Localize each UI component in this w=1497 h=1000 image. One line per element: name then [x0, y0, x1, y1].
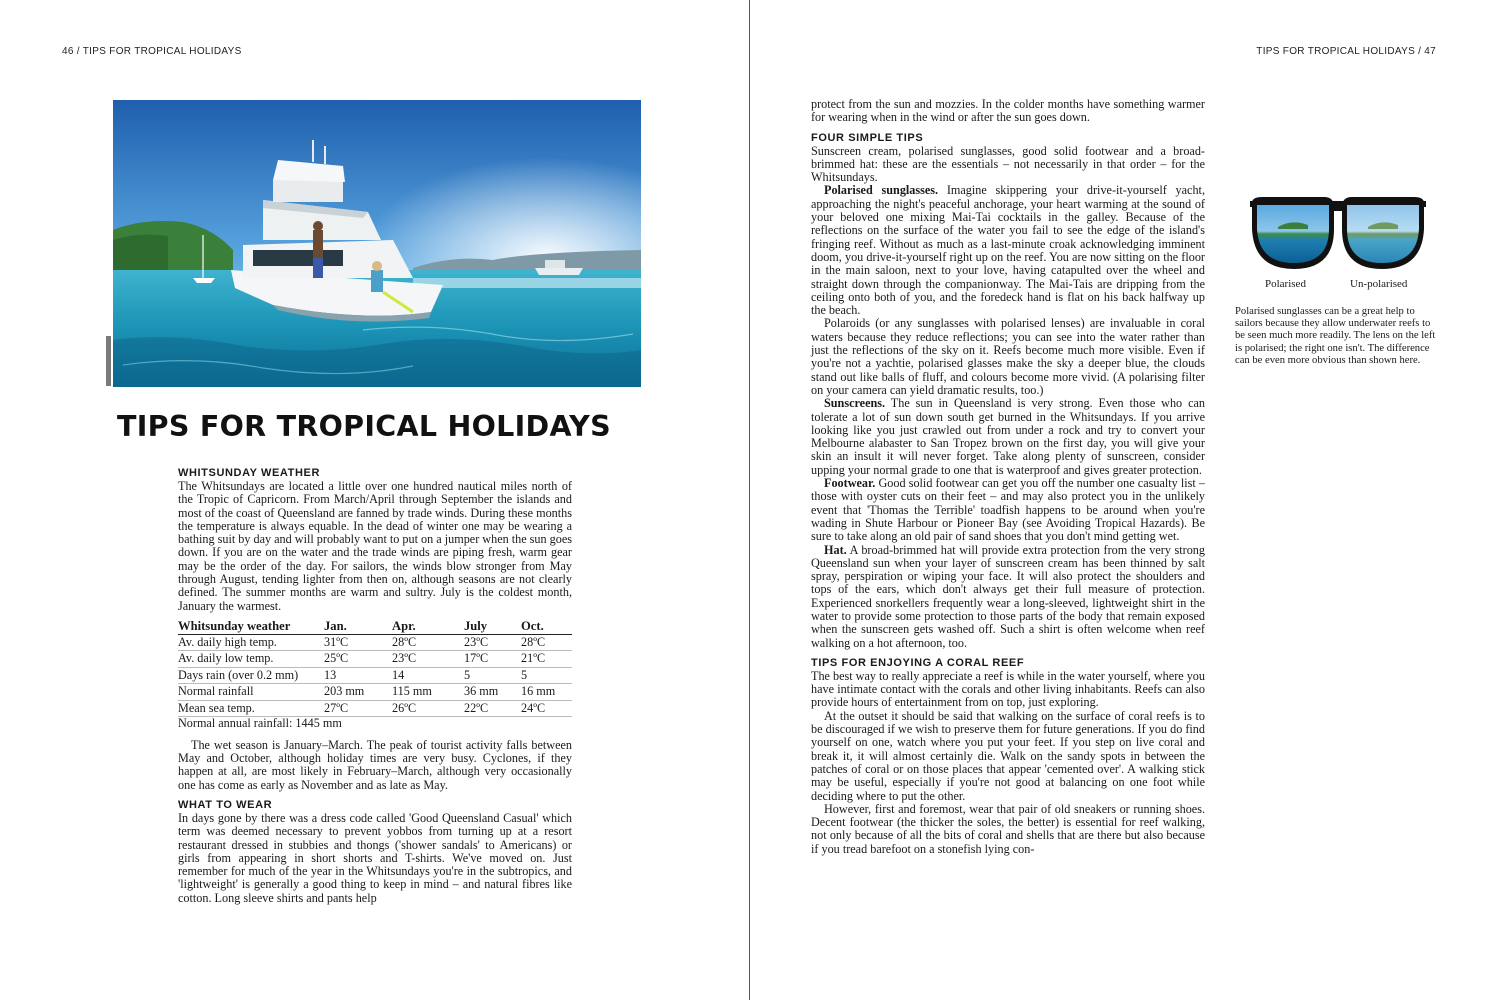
wet-season-paragraph: The wet season is January–March. The peak of tourist activity falls between May and October, although holiday times are very busy. Cyclones, if they happen at all, are most likely in February–March, although very occasionally one has come as early as November and as late as May. — [178, 737, 572, 792]
table-row — [178, 684, 572, 701]
footwear-lead: Footwear. — [824, 476, 876, 491]
page-spine — [749, 0, 750, 1000]
heading-whitsunday-weather: WHITSUNDAY WEATHER — [178, 467, 320, 479]
tips-intro: Sunscreen cream, polarised sunglasses, good solid footwear and a broad-brimmed hat: these are the essentials – not necessarily in that order – for the Whitsundays. — [811, 143, 1205, 185]
table-cell: 5 — [521, 667, 572, 684]
heading-what-to-wear: WHAT TO WEAR — [178, 798, 273, 811]
table-cell: 203 mm — [324, 684, 392, 701]
table-cell: 17ºC — [464, 651, 521, 668]
label-unpolarised: Un-polarised — [1350, 278, 1408, 290]
sunscreens-lead: Sunscreens. — [824, 396, 886, 411]
table-cell: 31ºC — [324, 634, 392, 651]
table-cell: Mean sea temp. — [178, 700, 324, 717]
annual-rainfall: Normal annual rainfall: 1445 mm — [178, 716, 342, 731]
table-cell: Days rain (over 0.2 mm) — [178, 667, 324, 684]
sunglasses-caption: Polarised sunglasses can be a great help to sailors because they allow underwater reefs to be seen much more readily. The lens on the left is polarised; the right one isn't. The difference can be even more obvious than shown here. — [1235, 306, 1436, 366]
table-cell: Av. daily high temp. — [178, 634, 324, 651]
table-cell: 13 — [324, 667, 392, 684]
sunglasses-text: Imagine skippering your drive-it-yourself yacht, approaching the night's peaceful anchorage, your heart warming at the sound of your beloved one mixing Mai-Tai cocktails in the galley. Because of the reflections on the surface of the water you fail to see the edge of the island's fringing reef. Without as much as a last-minute croak acknowledging imminent doom, you drive-it-yourself right up on the reef. You are now sitting on the floor in the main saloon, next to your love, having catapulted over the wheel and straight down through the companionway. The Mai-Tais are dripping from the ceiling onto both of you, and the foredeck hand is flat on his back halfway up the beach. — [811, 183, 1205, 318]
table-cell: 22ºC — [464, 700, 521, 717]
table-header-cell: July — [464, 618, 521, 635]
hat-lead: Hat. — [824, 542, 847, 557]
table-header-cell: Jan. — [324, 618, 392, 635]
table-cell: 27ºC — [324, 700, 392, 717]
running-head-left: 46 / TIPS FOR TROPICAL HOLIDAYS — [62, 46, 242, 57]
table-header-cell: Whitsunday weather — [178, 618, 324, 635]
coral-paragraph-1: The best way to really appreciate a reef is while in the water yourself, where you have intimate contact with the corals and other living inhabitants. Reefs can also provide hours of entertainment from on top, just exploring. — [811, 668, 1205, 710]
heading-four-simple-tips: FOUR SIMPLE TIPS — [811, 131, 924, 144]
table-header-cell: Apr. — [392, 618, 464, 635]
weather-paragraph: The Whitsundays are located a little over one hundred nautical miles north of the Tropic of Capricorn. From March/April through September the islands and most of the coast of Queensland are fanned by trade winds. During these months the temperature is always equable. In the dead of winter one may be wearing a bathing suit by day and will probably want to put on a jumper when the sun goes down. If you are on the water and the trade winds are piping fresh, warm gear may be the order of the day. For sailors, the winds blow stronger from May through August, tending lighter from then on, although seasons are not clearly defined. The summer months are warm and sultry. July is the coldest month, January the warmest. — [178, 479, 572, 613]
table-cell: 36 mm — [464, 684, 521, 701]
running-head-right: TIPS FOR TROPICAL HOLIDAYS / 47 — [1256, 46, 1436, 57]
hat-text: A broad-brimmed hat will provide extra protection from the very strong Queensland sun when your layer of sunscreen cream has been thinned by salt spray, perspiration or wiping your face. It will also protect the shoulders and tops of the ears, which don't always get their full measure of protection. Experienced snorkellers frequently wear a long-sleeved, lightweight shirt in the water to provide some protection to those parts of the body that remain exposed when the sunscreen gets washed off. Such a shirt is often welcome when reef walking on a hot afternoon, too. — [811, 542, 1205, 650]
coral-paragraph-3: However, first and foremost, wear that pair of old sneakers or running shoes. Decent footwear (the thicker the soles, the better) is essential for reef walking, not only because of all the bits of coral and shells that are there but also because if you tread barefoot on a stonefish lying con- — [811, 801, 1205, 856]
continued-paragraph: protect from the sun and mozzies. In the colder months have something warmer for wearing when in the wind or after the sun goes down. — [811, 97, 1205, 125]
table-row — [178, 651, 572, 668]
table-cell: 26ºC — [392, 700, 464, 717]
table-row — [178, 634, 572, 651]
sunscreens-paragraph — [811, 397, 1205, 477]
page-edge-mark — [106, 336, 111, 386]
what-to-wear-paragraph: In days gone by there was a dress code called 'Good Queensland Casual' which term was deemed necessary to prevent yobbos from turning up at a resort restaurant dressed in stubbies and thongs ('shower sandals' to Americans) or girls from appearing in short shorts and T-shirts. We've moved on. Just remember for much of the year in the Whitsundays you're in the subtropics, and 'lightweight' is generally a good thing to keep in mind – and natural fibres like cotton. Long sleeve shirts and pants help — [178, 810, 572, 905]
yacht-photo — [113, 100, 641, 387]
footwear-paragraph — [811, 477, 1205, 543]
hat-paragraph — [811, 544, 1205, 650]
table-row — [178, 667, 572, 684]
table-cell: 23ºC — [392, 651, 464, 668]
table-header-cell: Oct. — [521, 618, 572, 635]
table-cell: 21ºC — [521, 651, 572, 668]
table-cell: 5 — [464, 667, 521, 684]
table-cell: 28ºC — [392, 634, 464, 651]
table-cell: 25ºC — [324, 651, 392, 668]
polaroids-paragraph: Polaroids (or any sunglasses with polarised lenses) are invaluable in coral waters because they reduce reflections; you can see into the water rather than just the reflections of the sky on it. Reefs become much more visible. Even if you're not a yachtie, polarised glasses make the sky a deeper blue, the clouds stand out like balls of fluff, and colours become more vivid. (A polarising filter on your camera can yield dramatic results, too.) — [811, 316, 1205, 397]
table-cell: 28ºC — [521, 634, 572, 651]
table-cell: 14 — [392, 667, 464, 684]
table-cell: Normal rainfall — [178, 684, 324, 701]
coral-paragraph-2: At the outset it should be said that walking on the surface of coral reefs is to be discouraged if we wish to preserve them for future generations. If you do find yourself on one, watch where you put your feet. If you step on live coral and break it, it will almost certainly die. Walk on the sandy spots in between the patches of coral or on those places that appear 'cemented over'. A walking stick may be useful, especially if you're not good at balancing on one foot while deciding where to put the other. — [811, 708, 1205, 803]
sunscreens-text: The sun in Queensland is very strong. Even those who can tolerate a lot of sun down south get burned in the Whitsundays. If you arrive looking like you just crawled out from under a rock and try to convert your Melbourne alabaster to San Tropez brown on the first day, you will give your skin an insult it will never forget. Take along plenty of sunscreen, consider upping your normal grade to one that is waterproof and gives greater protection. — [811, 396, 1205, 477]
weather-table-header — [178, 618, 572, 635]
sunglasses-paragraph — [811, 184, 1205, 317]
chapter-title: TIPS FOR TROPICAL HOLIDAYS — [117, 410, 611, 443]
left-column — [178, 467, 572, 905]
footwear-text: Good solid footwear can get you off the number one casualty list – those with oyster cuts on their feet – and may also protect you in the unlikely event that 'Thomas the Terrible' toadfish happens to be around when you're wading in Shute Harbour or Pioneer Bay (see Avoiding Tropical Hazards). Be sure to take along an old pair of sand shoes that you don't mind getting wet. — [811, 476, 1205, 544]
right-column — [811, 98, 1205, 856]
heading-coral-reef: TIPS FOR ENJOYING A CORAL REEF — [811, 656, 1025, 669]
sunglasses-lead: Polarised sunglasses. — [824, 183, 939, 198]
table-cell: 23ºC — [464, 634, 521, 651]
sunglasses-illustration — [1248, 193, 1428, 273]
table-cell: 16 mm — [521, 684, 572, 701]
label-polarised: Polarised — [1265, 278, 1306, 290]
table-row — [178, 700, 572, 717]
weather-table — [178, 618, 572, 718]
table-cell: Av. daily low temp. — [178, 651, 324, 668]
table-cell: 115 mm — [392, 684, 464, 701]
table-cell: 24ºC — [521, 700, 572, 717]
